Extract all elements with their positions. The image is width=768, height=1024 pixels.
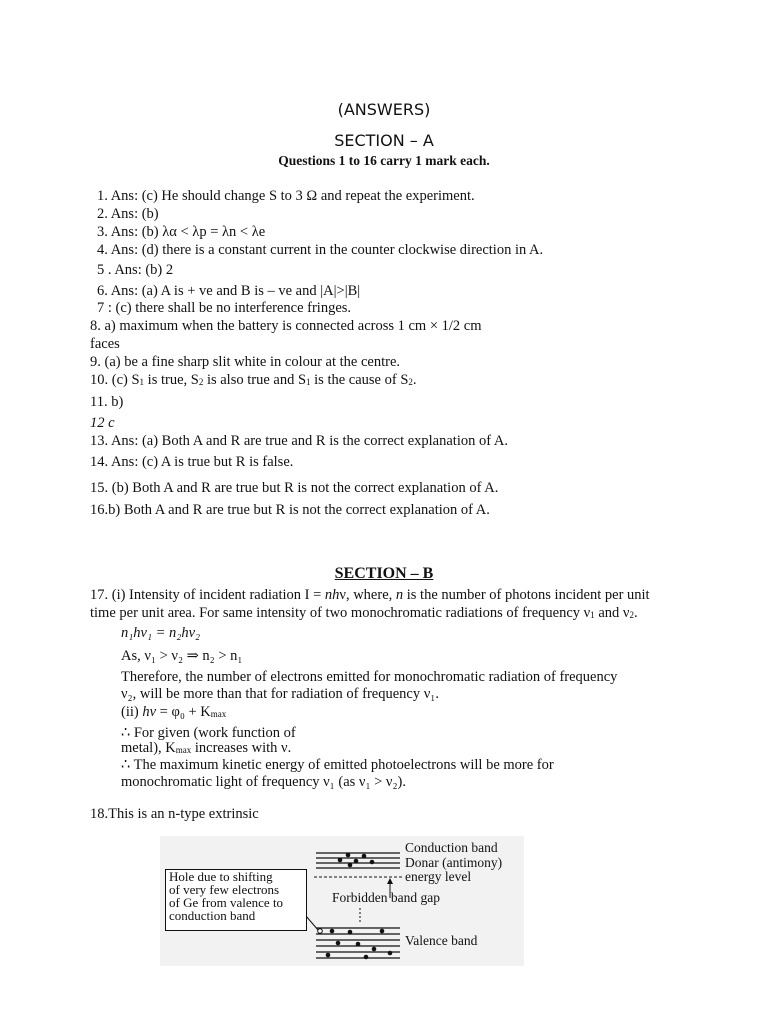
label-conduction-band: Conduction band xyxy=(405,840,498,855)
hole-callout-box xyxy=(165,869,307,931)
answer-1: 1. Ans: (c) He should change S to 3 Ω and repeat the experiment. xyxy=(97,188,475,204)
band-diagram xyxy=(160,836,524,966)
hole-callout-line2: of very few electrons xyxy=(169,882,280,897)
max-ke-line1: ∴ The maximum kinetic energy of emitted photoelectrons will be more for xyxy=(121,757,554,773)
max-ke-line2: monochromatic light of frequency ν₁ (as ν₁ > ν₂). xyxy=(121,774,407,790)
label-forbidden-gap: Forbidden band gap xyxy=(332,890,440,905)
answer-15: 15. (b) Both A and R are true but R is not the correct explanation of A. xyxy=(90,480,499,496)
section-a-subtitle: Questions 1 to 16 carry 1 mark each. xyxy=(278,153,490,168)
q17-line2: time per unit area. For same intensity of two monochromatic radiations of frequency $\nu_1$ and $\nu_2$. xyxy=(90,605,638,621)
answer-14: 14. Ans: (c) A is true but R is false. xyxy=(90,454,294,470)
label-energy-level: energy level xyxy=(405,869,472,884)
answer-13: 13. Ans: (a) Both A and R are true and R is the correct explanation of A. xyxy=(90,433,508,449)
answer-11: 11. b) xyxy=(90,394,124,410)
answer-16: 16.b) Both A and R are true but R is not the correct explanation of A. xyxy=(90,502,490,518)
answer-8-line1: 8. a) maximum when the battery is connected across 1 cm × 1/2 cm xyxy=(90,318,482,334)
section-a-heading: SECTION – A xyxy=(334,131,434,150)
section-b-heading: SECTION – B xyxy=(334,565,434,582)
label-donor: Donar (antimony) xyxy=(405,855,503,870)
given-line1: ∴ For given (work function of xyxy=(121,725,296,741)
equation-1: n₁hν₁ = n₂hν₂ xyxy=(121,625,201,641)
therefore-line1: Therefore, the number of electrons emitted for monochromatic radiation of frequency xyxy=(121,669,618,685)
therefore-line2: ν₂, will be more than that for radiation of frequency ν₁. xyxy=(121,686,439,702)
answer-5: 5 . Ans: (b) 2 xyxy=(97,262,174,278)
answers-heading: (ANSWERS) xyxy=(337,100,431,119)
answer-10: 10. (c) $S_1$ is true, $S_2$ is also true and $S_1$ is the cause of $S_2$. xyxy=(90,372,417,388)
hole-callout-line1: Hole due to shifting xyxy=(169,869,273,884)
hole-callout-line4: conduction band xyxy=(169,908,256,923)
answer-12: 12 c xyxy=(90,415,115,431)
equation-2: As, ν₁ > ν₂ ⇒ n₂ > n₁ xyxy=(121,648,243,664)
equation-3: (ii) $h\nu = \varphi_0 + K_{max}$ xyxy=(121,704,227,720)
answer-8-line2: faces xyxy=(90,336,120,352)
given-line2: metal), $K_{max}$ increases with ν. xyxy=(121,740,292,756)
answer-2: 2. Ans: (b) xyxy=(97,206,159,222)
answer-4: 4. Ans: (d) there is a constant current in the counter clockwise direction in A. xyxy=(97,242,544,258)
answer-7: 7 : (c) there shall be no interference fringes. xyxy=(97,300,352,316)
answer-3: 3. Ans: (b) λα < λp = λn < λe xyxy=(97,224,266,240)
q17-line1: 17. (i) Intensity of incident radiation I = nhν, where, n is the number of photons incident per unit xyxy=(90,587,650,603)
q18-line: 18.This is an n-type extrinsic xyxy=(90,806,259,822)
answer-9: 9. (a) be a fine sharp slit white in colour at the centre. xyxy=(90,354,401,370)
answer-6: 6. Ans: (a) A is + ve and B is – ve and |A|>|B| xyxy=(97,283,361,299)
label-valence-band: Valence band xyxy=(405,933,478,948)
hole-callout-line3: of Ge from valence to xyxy=(169,895,284,910)
